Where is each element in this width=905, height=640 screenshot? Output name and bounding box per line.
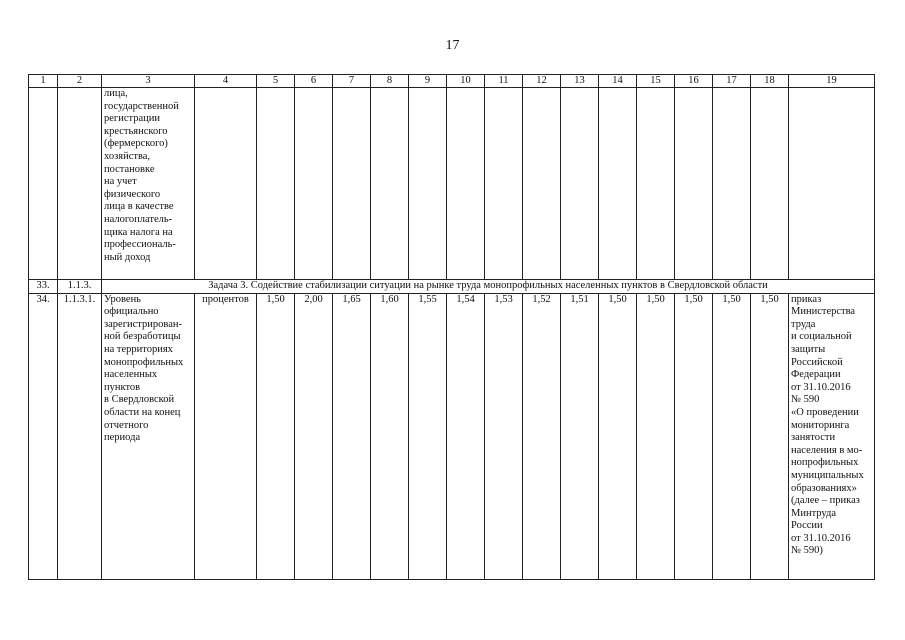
header-cell: 14: [599, 75, 637, 88]
empty-cell: [29, 88, 58, 280]
empty-cell: [751, 88, 789, 280]
indicators-table: [28, 74, 875, 580]
header-cell: 3: [102, 75, 195, 88]
header-cell: 13: [561, 75, 599, 88]
task-title: Задача 3. Содействие стабилизации ситуации на рынке труда монопрофильных населенных пунктов в Свердловской области: [102, 280, 875, 294]
task-row: [29, 280, 875, 294]
row-number: 34.: [29, 293, 58, 579]
header-cell: 18: [751, 75, 789, 88]
header-cell: 2: [58, 75, 102, 88]
row-code: 1.1.3.: [58, 280, 102, 294]
header-row: [29, 75, 875, 88]
page-number: 17: [445, 38, 460, 53]
header-cell: 16: [675, 75, 713, 88]
empty-cell: [333, 88, 371, 280]
indicator-value: 1,53: [485, 293, 523, 579]
empty-cell: [523, 88, 561, 280]
header-cell: 8: [371, 75, 409, 88]
empty-cell: [195, 88, 257, 280]
header-cell: 7: [333, 75, 371, 88]
empty-cell: [637, 88, 675, 280]
indicator-value: 1,54: [447, 293, 485, 579]
empty-cell: [371, 88, 409, 280]
indicator-value: 1,65: [333, 293, 371, 579]
indicator-value: 1,60: [371, 293, 409, 579]
empty-cell: [58, 88, 102, 280]
indicator-value: 1,52: [523, 293, 561, 579]
indicator-value: 1,55: [409, 293, 447, 579]
indicator-value: 1,51: [561, 293, 599, 579]
empty-cell: [789, 88, 875, 280]
header-cell: 11: [485, 75, 523, 88]
row-code: 1.1.3.1.: [58, 293, 102, 579]
indicator-value: 1,50: [257, 293, 295, 579]
continued-description: лица, государственной регистрации крестьянского (фермерского) хозяйства, постановке на учет физического лица в качестве налогоплатель- щика налога на профессиональ- ный доход: [102, 88, 195, 280]
header-cell: 10: [447, 75, 485, 88]
row-number: 33.: [29, 280, 58, 294]
indicator-value: 1,50: [599, 293, 637, 579]
header-cell: 4: [195, 75, 257, 88]
empty-cell: [409, 88, 447, 280]
header-cell: 12: [523, 75, 561, 88]
empty-cell: [485, 88, 523, 280]
header-cell: 5: [257, 75, 295, 88]
header-cell: 17: [713, 75, 751, 88]
empty-cell: [675, 88, 713, 280]
indicator-value: 1,50: [751, 293, 789, 579]
empty-cell: [257, 88, 295, 280]
empty-cell: [447, 88, 485, 280]
header-cell: 6: [295, 75, 333, 88]
indicator-value: 1,50: [675, 293, 713, 579]
empty-cell: [713, 88, 751, 280]
header-cell: 19: [789, 75, 875, 88]
table-row-continued: [29, 88, 875, 280]
indicator-unit: процентов: [195, 293, 257, 579]
empty-cell: [599, 88, 637, 280]
indicator-value: 1,50: [637, 293, 675, 579]
empty-cell: [295, 88, 333, 280]
indicator-value: 2,00: [295, 293, 333, 579]
header-cell: 9: [409, 75, 447, 88]
header-cell: 1: [29, 75, 58, 88]
indicator-row: [29, 293, 875, 579]
header-cell: 15: [637, 75, 675, 88]
indicator-name: Уровень официально зарегистрирован- ной безработицы на территориях монопрофильных населенных пунктов в Свердловской области на конец отчетного периода: [102, 293, 195, 579]
indicator-source: приказ Министерства труда и социальной защиты Российской Федерации от 31.10.2016 № 590 «О проведении мониторинга занятости населения в мо- нопрофильных муниципальных образованиях» (далее – приказ Минтруда России от 31.10.2016 № 590): [789, 293, 875, 579]
indicator-value: 1,50: [713, 293, 751, 579]
empty-cell: [561, 88, 599, 280]
